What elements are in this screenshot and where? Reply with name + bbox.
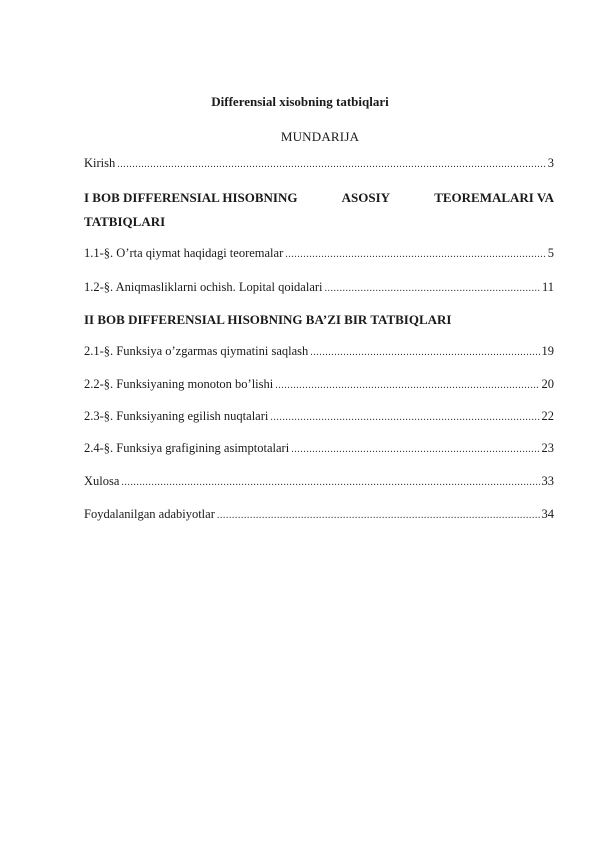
dot-leader bbox=[117, 159, 546, 170]
toc-entry-page: 23 bbox=[541, 441, 554, 455]
document-title: Differensial xisobning tatbiqlari bbox=[211, 94, 389, 109]
toc-entry-2-1[interactable] bbox=[84, 344, 554, 359]
toc-heading: MUNDARIJA bbox=[280, 129, 360, 144]
dot-leader bbox=[285, 249, 546, 260]
toc-entry-page: 33 bbox=[541, 474, 554, 488]
toc-entry-page: 22 bbox=[541, 409, 554, 423]
toc-entry-label: 2.1-§. Funksiya o’zgarmas qiymatini saqlash bbox=[84, 344, 309, 358]
dot-leader bbox=[310, 347, 539, 358]
toc-entry-intro[interactable] bbox=[84, 156, 554, 171]
dot-leader bbox=[217, 510, 540, 521]
toc-entry-page: 11 bbox=[541, 280, 554, 294]
chapter-1-title-part: TEOREMALARI VA bbox=[434, 190, 554, 205]
dot-leader bbox=[291, 444, 539, 455]
toc-entry-page: 20 bbox=[541, 377, 554, 391]
toc-entry-label: 2.2-§. Funksiyaning monoton bo’lishi bbox=[84, 377, 274, 391]
toc-entry-label: Xulosa bbox=[84, 474, 120, 488]
toc-entry-2-3[interactable] bbox=[84, 409, 554, 424]
chapter-1-title-line2: TATBIQLARI bbox=[84, 214, 166, 229]
toc-entry-conclusion[interactable] bbox=[84, 474, 554, 489]
toc-entry-label: 2.3-§. Funksiyaning egilish nuqtalari bbox=[84, 409, 269, 423]
toc-entry-1-2[interactable] bbox=[84, 280, 554, 295]
toc-entry-label: Foydalanilgan adabiyotlar bbox=[84, 507, 215, 521]
toc-entry-label: 2.4-§. Funksiya grafigining asimptotalari bbox=[84, 441, 290, 455]
toc-entry-page: 3 bbox=[547, 156, 554, 170]
chapter-1-title-part: ASOSIY bbox=[341, 190, 391, 205]
dot-leader bbox=[270, 412, 539, 423]
chapter-2-heading[interactable]: II BOB DIFFERENSIAL HISOBNING BA’ZI BIR TATBIQLARI bbox=[84, 312, 452, 327]
dot-leader bbox=[325, 283, 540, 294]
toc-entry-2-2[interactable] bbox=[84, 377, 554, 392]
chapter-1-title-part: I BOB DIFFERENSIAL HISOBNING bbox=[84, 190, 298, 205]
dot-leader bbox=[275, 380, 539, 391]
toc-entry-page: 5 bbox=[547, 246, 554, 260]
toc-entry-page: 19 bbox=[541, 344, 554, 358]
chapter-1-heading[interactable] bbox=[84, 186, 554, 234]
toc-entry-label: 1.1-§. O’rta qiymat haqidagi teoremalar bbox=[84, 246, 284, 260]
dot-leader bbox=[121, 477, 539, 488]
toc-entry-references[interactable] bbox=[84, 507, 554, 522]
toc-entry-2-4[interactable] bbox=[84, 441, 554, 456]
toc-entry-page: 34 bbox=[541, 507, 554, 521]
toc-entry-label: 1.2-§. Aniqmasliklarni ochish. Lopital qoidalari bbox=[84, 280, 323, 294]
toc-entry-1-1[interactable] bbox=[84, 246, 554, 261]
toc-entry-label: Kirish bbox=[84, 156, 116, 170]
